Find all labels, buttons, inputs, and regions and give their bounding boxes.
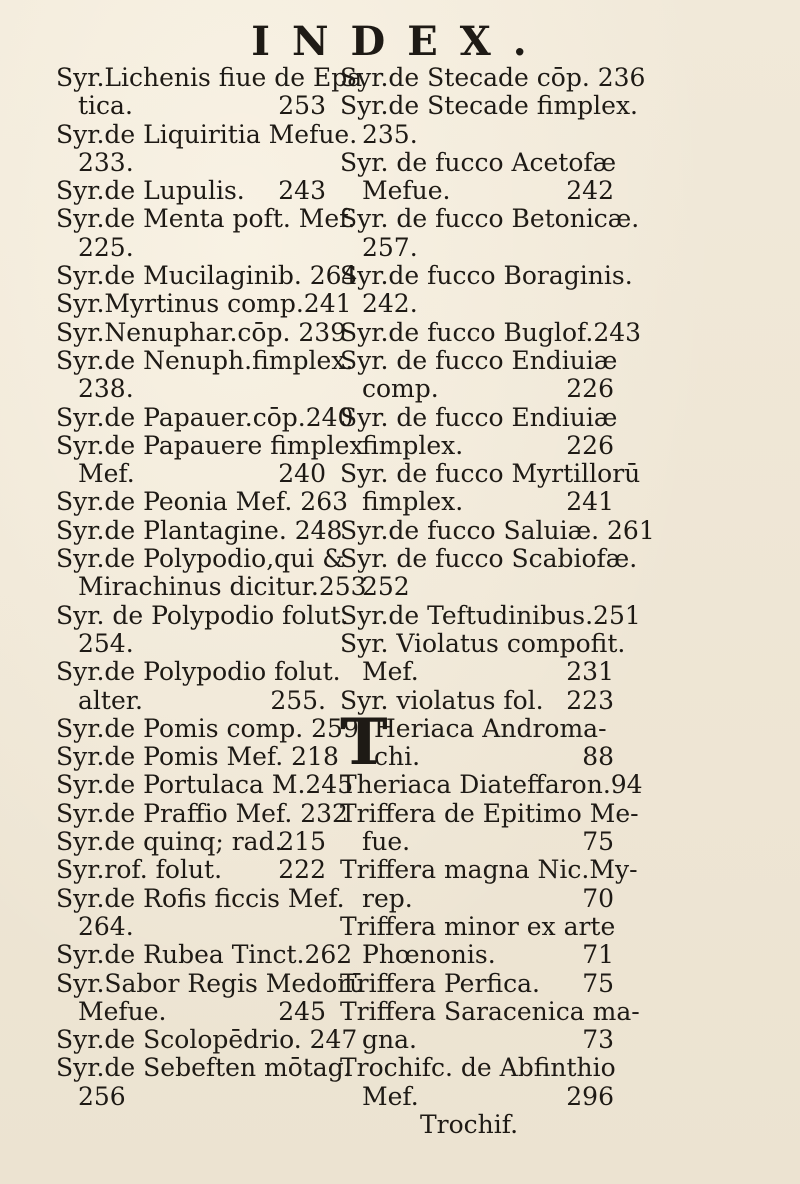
entry-text: Syr.de fucco Buglof.243 [340,317,642,347]
entry-text: Heriaca Androma- [374,713,607,743]
entry-text: Syr.de Lupulis. [56,176,245,206]
entry-text: Syr. de fucco Endiuiæ [340,345,618,375]
entry-text: Syr. de Polypodio folut. [56,600,349,630]
page-number: 240 [278,459,326,489]
entry-text: Syr.de Pomis comp. 259 [56,713,359,743]
index-line [56,430,364,460]
entry-text: Syr.de Portulaca M.245 [56,770,354,800]
index-line [340,63,646,92]
page-number: 215 [278,827,326,857]
index-line [56,63,363,92]
index-line [340,996,640,1026]
index-line [340,234,614,262]
index-line [340,91,638,121]
entry-text: Syr. de fucco Scabiofæ. [340,544,638,574]
index-line [340,600,641,630]
index-line [56,883,345,913]
index-line [56,687,326,715]
index-line [340,885,614,913]
entry-text: 233. [78,147,134,177]
index-line [340,798,639,828]
entry-text: Triffera Saracenica ma- [340,996,640,1026]
index-line [56,92,326,120]
entry-text: alter. [78,685,143,715]
index-line [56,375,326,403]
entry-text: Syr.de Mucilaginib. 264 [56,261,358,291]
page-number: 243 [278,176,326,206]
entry-text: Phœnonis. [362,940,496,970]
entry-text: Syr.de fucco Saluiæ. 261 [340,515,655,545]
entry-text: Syr.de Stecade cōp. 236 [340,63,646,92]
page-number: 222 [278,855,326,885]
entry-text: Syr.de Liquiritia Mefue. [56,119,358,149]
index-line [56,544,345,574]
page-number: 296 [566,1081,614,1111]
index-line [56,742,339,772]
index-line [56,289,352,319]
index-line [56,1053,352,1083]
entry-text: Syr. de fucco Betonicæ. [340,204,640,234]
index-line [56,149,326,177]
index-line [56,913,326,941]
index-line [340,1054,614,1082]
page-number: 231 [566,657,614,687]
entry-text: Triffera magna Nic.My- [340,855,638,885]
index-line [56,317,347,347]
index-line [340,432,614,460]
entry-text: fimplex. [362,430,464,460]
index-line [56,204,356,234]
page-number: 88 [582,742,614,772]
entry-text: Mefue. [362,176,451,206]
index-line [56,345,354,375]
index-line [340,147,617,177]
entry-text: Syr.de Peonia Mef. 263 [56,487,349,517]
entry-text: Syr.rof. folut. [56,855,223,885]
entry-text: Mef. [362,657,419,687]
entry-text: Syr.Nenuphar.cōp. 239 [56,317,347,347]
entry-text: 242. [362,289,418,319]
page-number: 73 [582,1025,614,1055]
entry-text: fue. [362,827,411,857]
index-line [340,628,626,658]
entry-text: Syr.de Polypodio,qui & [56,544,345,574]
index-line [56,770,354,800]
entry-text: Syr.Lichenis fiue de Epa [56,63,363,92]
entry-text: Mef. [362,1081,419,1111]
entry-text: 256 [78,1081,126,1111]
entry-text: Syr. de fucco Acetofæ [340,147,617,177]
page-number: 226 [566,430,614,460]
index-line [56,1083,326,1111]
entry-text: Syr.Myrtinus comp.241 [56,289,352,319]
index-line [56,798,348,828]
entry-text: Trochifc. de Abfinthio [340,1053,616,1083]
index-line [340,459,641,489]
index-line [56,572,367,602]
page-number: 223 [566,685,614,715]
index-line [56,856,326,884]
entry-text: 238. [78,374,134,404]
index-line [340,828,614,856]
index-line [340,941,614,969]
entry-text: Triffera minor ex arte [340,911,616,941]
entry-text: Triffera de Epitimo Me- [340,798,639,828]
page-number: 75 [582,827,614,857]
index-line [340,261,633,291]
entry-text: 264. [78,911,134,941]
index-line [340,345,618,375]
index-line [56,968,366,998]
index-line [340,204,640,234]
index-line [340,573,614,601]
page-title: INDEX. [251,18,549,65]
entry-text: Syr. de fucco Endiuiæ [340,402,618,432]
entry-text: Syr. violatus fol. [340,685,544,715]
page-number: 75 [582,968,614,998]
entry-text: Syr.de Teftudinibus.251 [340,600,641,630]
page-number: 226 [566,374,614,404]
index-line [56,998,326,1026]
entry-text: gna. [362,1025,417,1055]
entry-text: Syr.de Menta poft. Mef. [56,204,356,234]
index-line [56,261,358,291]
entry-text: Syr.Sabor Regis Medorū [56,968,366,998]
entry-text: Syr.de Rubea Tinct.262 [56,940,353,970]
page-number: 245 [278,996,326,1026]
entry-text: Syr.de Polypodio folut. [56,657,341,687]
entry-text: 254. [78,628,134,658]
index-line [340,855,638,885]
entry-text: tica. [78,91,133,121]
index-line [56,487,349,517]
page-number: 241 [566,487,614,517]
index-line [340,402,618,432]
entry-text: Theriaca Diateffaron.94 [340,770,643,800]
index-line [340,177,614,205]
entry-text: rep. [362,883,413,913]
index-line [340,544,638,574]
index-line [340,1026,614,1054]
index-line [56,460,326,488]
index-line [56,1025,358,1055]
entry-text: Syr.de Rofis ficcis Mef. [56,883,345,913]
index-line [340,770,643,800]
index-line [56,713,359,743]
entry-text: chi. [374,742,421,772]
entry-text: Syr.de Praffio Mef. 232 [56,798,348,828]
entry-text: Syr.de Pomis Mef. 218 [56,742,339,772]
index-line [56,402,354,432]
entry-text: Syr.de fucco Boraginis. [340,261,633,291]
entry-text: Syr.de Papauere fimplex [56,430,364,460]
entry-text: Syr.de quinq; rad. [56,827,283,857]
page-number: 255. [270,685,326,715]
dropcap-initial: T [340,704,388,780]
left-column [56,63,367,1111]
index-line [56,119,358,149]
entry-text: Triffera Perfica. [340,968,540,998]
entry-text: 257. [362,232,418,262]
entry-text: Syr.de Nenuph.fimplex. [56,345,354,375]
entry-text: Syr.de Scolopēdrio. 247 [56,1025,358,1055]
index-line [340,317,642,347]
index-line [340,290,614,318]
entry-text: Syr. de fucco Myrtillorū [340,459,641,489]
index-line [56,600,349,630]
entry-text: Mefue. [78,996,167,1026]
index-line [56,657,341,687]
page-number: 242 [566,176,614,206]
index-line [340,488,614,516]
index-line [340,658,614,686]
page-number: 71 [582,940,614,970]
entry-text: comp. [362,374,439,404]
index-line [56,234,326,262]
index-line [340,375,614,403]
index-line [340,970,614,998]
index-line [340,743,614,771]
entry-text: Syr.de Sebeften mōtag. [56,1053,352,1083]
entry-text: Mef. [78,459,135,489]
index-line [56,630,326,658]
entry-text: Syr. Violatus compofit. [340,628,626,658]
page-number: 253 [278,91,326,121]
index-line [56,828,326,856]
entry-text: 225. [78,232,134,262]
entry-text: fimplex. [362,487,464,517]
entry-text: 252 [362,572,410,602]
index-line [340,1083,614,1111]
index-line [340,715,614,743]
index-line [56,940,353,970]
index-line [340,913,614,941]
page-number: 70 [582,883,614,913]
entry-text: Mirachinus dicitur.253 [78,572,367,602]
entry-text: Syr.de Plantagine. 248 [56,515,343,545]
index-line [56,177,326,205]
entry-text: Syr.de Papauer.cōp.240 [56,402,354,432]
entry-text: 235. [362,119,418,149]
index-line [340,1111,614,1139]
index-line [340,121,614,149]
dropcap-entry [340,704,614,780]
entry-text: Trochif. [420,1109,519,1139]
index-line [340,515,655,545]
index-line [56,515,343,545]
right-column [340,63,655,1139]
entry-text: Syr.de Stecade fimplex. [340,91,638,121]
